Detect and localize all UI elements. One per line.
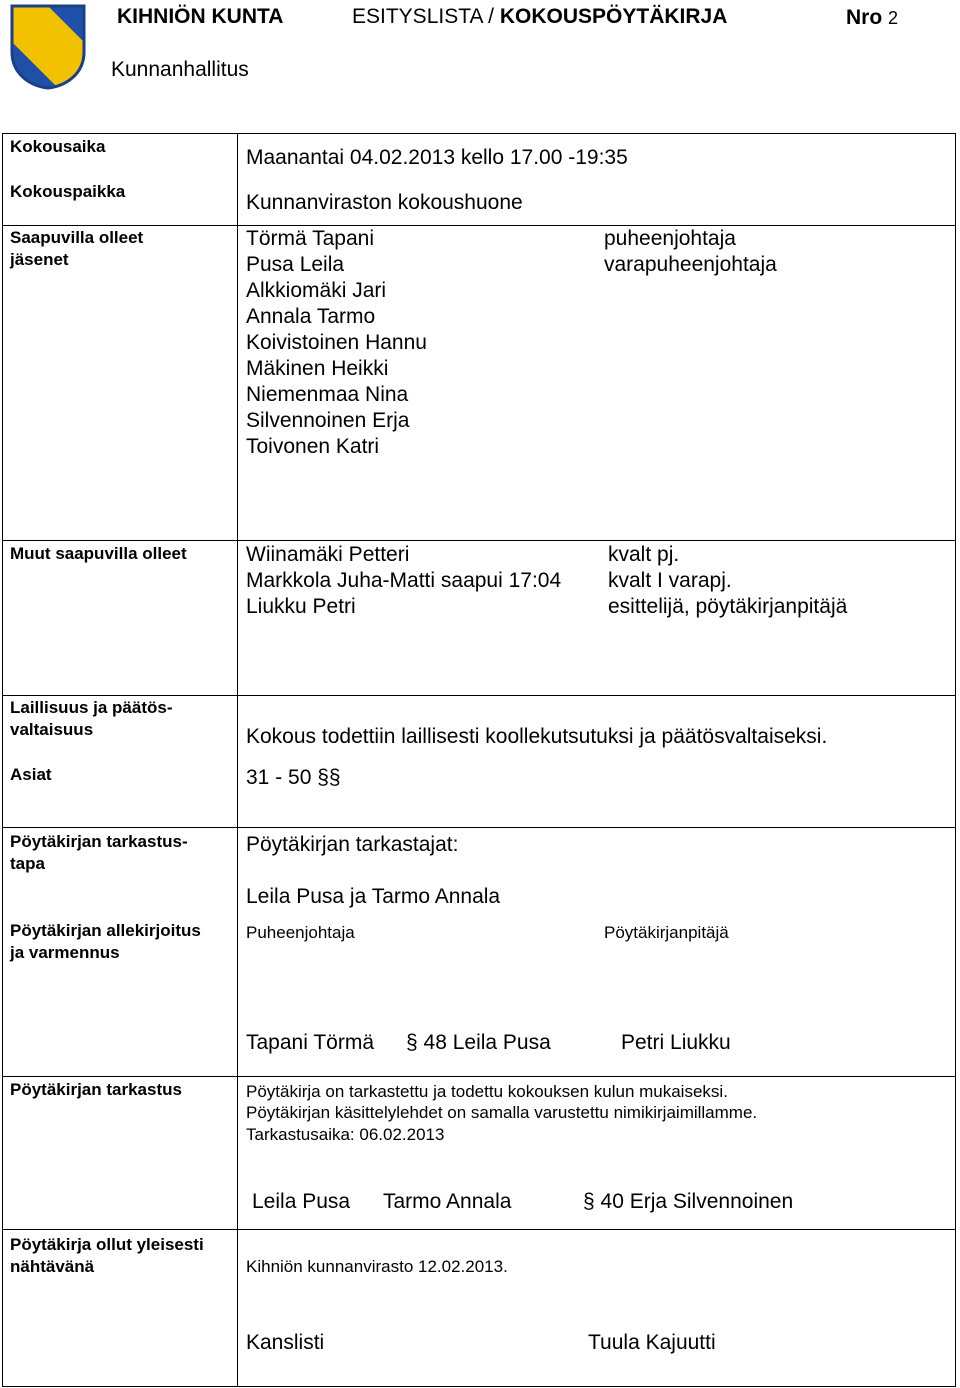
signature-label-line1: Pöytäkirjan allekirjoitus	[10, 921, 201, 940]
members-label-line2: jäsenet	[10, 250, 69, 269]
signature-label-line2: ja varmennus	[10, 943, 120, 962]
others-list	[246, 542, 561, 620]
row-divider	[2, 827, 956, 828]
signer-name: Tuula Kajuutti	[588, 1331, 716, 1354]
reviewers-names: Leila Pusa ja Tarmo Annala	[246, 885, 501, 908]
list-item: Annala Tarmo	[246, 305, 376, 328]
list-item: Alkkiomäki Jari	[246, 279, 387, 302]
members-roles	[604, 226, 777, 278]
document-number-label: Nro	[846, 6, 883, 29]
list-item: Pusa Leila	[246, 253, 345, 276]
coat-of-arms-icon	[8, 2, 88, 90]
review-method-label	[10, 831, 188, 875]
row-divider	[2, 1076, 956, 1077]
review-method-label-line1: Pöytäkirjan tarkastus-	[10, 832, 188, 851]
chair-name: Tapani Törmä	[246, 1031, 375, 1054]
review-label: Pöytäkirjan tarkastus	[10, 1080, 182, 1099]
public-notice-label	[10, 1234, 204, 1278]
row-divider	[2, 1229, 956, 1230]
members-label	[10, 227, 143, 271]
public-notice-label-line1: Pöytäkirja ollut yleisesti	[10, 1235, 204, 1254]
list-item: Niemenmaa Nina	[246, 383, 409, 406]
meeting-place-label: Kokouspaikka	[10, 182, 126, 201]
review-line-1: Pöytäkirja on tarkastettu ja todettu kokouksen kulun mukaiseksi.	[246, 1082, 728, 1101]
public-notice-text: Kihniön kunnanvirasto 12.02.2013.	[246, 1257, 508, 1276]
table-border-top	[2, 133, 956, 134]
document-number	[846, 6, 898, 30]
legality-label-line1: Laillisuus ja päätös-	[10, 698, 173, 717]
list-item: Silvennoinen Erja	[246, 409, 410, 432]
organization-name: KIHNIÖN KUNTA	[117, 5, 284, 28]
meeting-place-value: Kunnanviraston kokoushuone	[246, 191, 523, 214]
public-notice-label-line2: nähtävänä	[10, 1257, 95, 1276]
list-item: Liukku Petri	[246, 595, 356, 618]
role-item: kvalt I varapj.	[608, 569, 732, 592]
list-item: Koivistoinen Hannu	[246, 331, 427, 354]
document-type-prefix: ESITYSLISTA /	[352, 5, 500, 28]
body-name: Kunnanhallitus	[111, 58, 249, 81]
members-list	[246, 226, 427, 460]
meeting-time-label: Kokousaika	[10, 137, 106, 156]
section-note: § 48 Leila Pusa	[406, 1031, 551, 1054]
role-item: esittelijä, pöytäkirjanpitäjä	[608, 595, 848, 618]
legality-label-line2: valtaisuus	[10, 720, 94, 739]
review-method-label-line2: tapa	[10, 854, 45, 873]
reviewer-3: § 40 Erja Silvennoinen	[583, 1190, 794, 1213]
list-item: Mäkinen Heikki	[246, 357, 389, 380]
review-line-2: Pöytäkirjan käsittelylehdet on samalla varustettu nimikirjaimillamme.	[246, 1103, 758, 1122]
role-item: kvalt pj.	[608, 543, 680, 566]
others-label: Muut saapuvilla olleet	[10, 544, 187, 563]
row-divider	[2, 540, 956, 541]
table-border-right	[955, 133, 956, 1387]
members-label-line1: Saapuvilla olleet	[10, 228, 144, 247]
list-item: Törmä Tapani	[246, 227, 375, 250]
reviewers-heading: Pöytäkirjan tarkastajat:	[246, 833, 459, 856]
items-label: Asiat	[10, 765, 52, 784]
secretary-title: Pöytäkirjanpitäjä	[604, 923, 729, 942]
role-item: varapuheenjohtaja	[604, 253, 777, 276]
reviewer-1: Leila Pusa	[252, 1190, 351, 1213]
legality-text: Kokous todettiin laillisesti koollekutsutuksi ja päätösvaltaiseksi.	[246, 725, 828, 748]
document-number-value: 2	[888, 8, 899, 28]
list-item: Markkola Juha-Matti saapui 17:04	[246, 569, 562, 592]
document-type-main: KOKOUSPÖYTÄKIRJA	[499, 5, 728, 28]
legality-label	[10, 697, 173, 741]
secretary-name: Petri Liukku	[621, 1031, 731, 1054]
meeting-time-value: Maanantai 04.02.2013 kello 17.00 -19:35	[246, 146, 628, 169]
signer-title: Kanslisti	[246, 1331, 325, 1354]
list-item: Wiinamäki Petteri	[246, 543, 410, 566]
review-line-3: Tarkastusaika: 06.02.2013	[246, 1125, 445, 1144]
row-divider	[2, 225, 956, 226]
others-roles	[608, 542, 847, 620]
reviewer-2: Tarmo Annala	[383, 1190, 512, 1213]
items-value: 31 - 50 §§	[246, 766, 341, 789]
table-border-left	[2, 133, 3, 1387]
list-item: Toivonen Katri	[246, 435, 380, 458]
document-type	[352, 5, 727, 29]
chair-title: Puheenjohtaja	[246, 923, 355, 942]
role-item: puheenjohtaja	[604, 227, 736, 250]
table-column-divider	[237, 133, 238, 1387]
table-border-bottom	[2, 1386, 956, 1387]
signature-label	[10, 920, 201, 964]
row-divider	[2, 695, 956, 696]
